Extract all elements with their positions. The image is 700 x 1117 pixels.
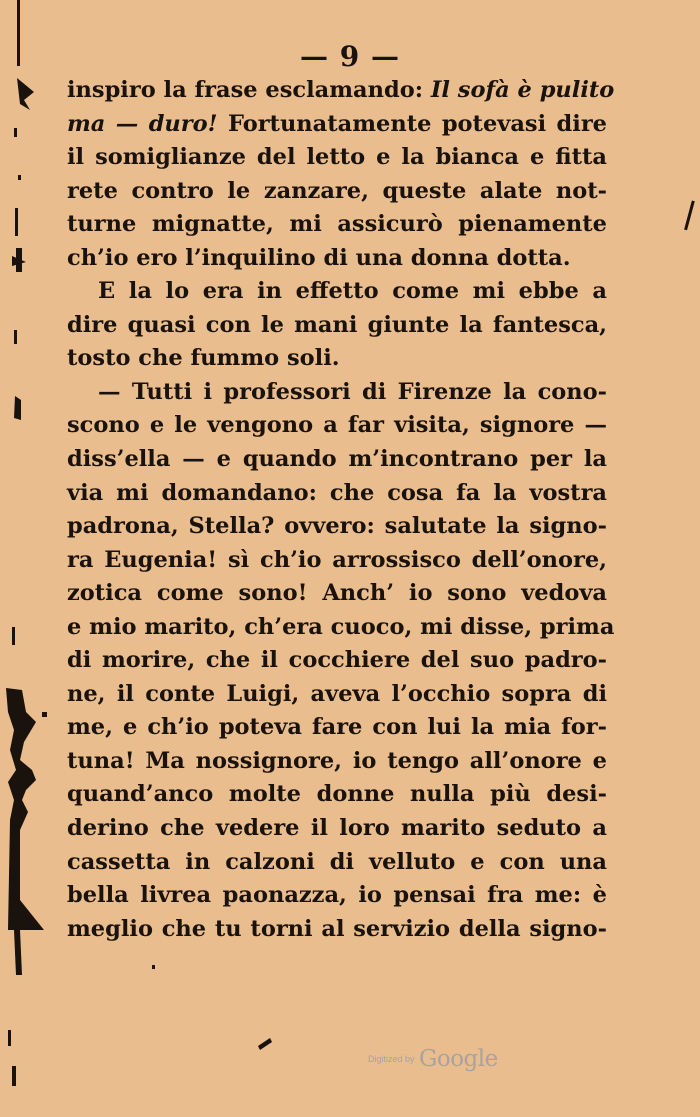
text-line-11: scono e le vengono a far visita, signore —: [67, 412, 607, 439]
text-line-7: E la lo era in effetto come mi ebbe a: [98, 278, 607, 305]
text-line-3: il somiglianze del letto e la bianca e fitta: [67, 144, 607, 171]
speck-10: [8, 1030, 11, 1046]
binding-shadow: [6, 688, 44, 975]
text-line-25: bella livrea paonazza, io pensai fra me: è: [67, 882, 607, 909]
text-line-18: di morire, che il cocchiere del suo padro-: [67, 647, 607, 674]
text-line-26: meglio che tu torni al servizio della signo-: [67, 915, 607, 942]
text-line-8: dire quasi con le mani giunte la fantesca,: [67, 311, 607, 338]
speck-8: [12, 627, 15, 645]
text-line-1: inspiro la frase esclamando: Il sofà è pulito: [67, 77, 615, 103]
google-watermark: [368, 1046, 498, 1072]
text-line-24: cassetta in calzoni di velluto e con una: [67, 848, 607, 875]
text-line-17: e mio marito, ch’era cuoco, mi disse, prima: [67, 613, 615, 640]
text-line-13: via mi domandano: che cosa fa la vostra: [67, 479, 607, 506]
text-line-20: me, e ch’io poteva fare con lui la mia for-: [67, 714, 607, 741]
text-line-2: ma — duro! Fortunatamente potevasi dire: [67, 110, 607, 137]
google-logo: Google: [418, 1046, 498, 1072]
text-line-5: turne mignatte, mi assicurò pienamente: [67, 211, 607, 238]
speck-bottom: [258, 1038, 272, 1050]
speck-3: [18, 175, 21, 180]
speck-5: [12, 248, 26, 272]
text-line-19: ne, il conte Luigi, aveva l’occhio sopra di: [67, 680, 607, 707]
text-line-6: ch’io ero l’inquilino di una donna dotta.: [67, 244, 571, 271]
text-line-10: — Tutti i professori di Firenze la cono-: [98, 378, 607, 405]
page-number: — 9 —: [300, 40, 400, 73]
text-line-12: diss’ella — e quando m’incontrano per la: [67, 446, 607, 473]
text-line-14: padrona, Stella? ovvero: salutate la signo-: [67, 513, 607, 540]
text-line-16: zotica come sono! Anch’ io sono vedova: [67, 580, 607, 607]
speck-11: [12, 1066, 16, 1086]
speck-right: [684, 201, 695, 231]
text-line-4: rete contro le zanzare, queste alate not-: [67, 177, 607, 204]
text-line-22: quand’anco molte donne nulla più desi-: [67, 781, 607, 808]
speck-2: [14, 128, 17, 137]
speck-6: [14, 330, 17, 344]
text-line-23: derino che vedere il loro marito seduto a: [67, 815, 607, 842]
speck-1: [17, 78, 34, 110]
text-line-21: tuna! Ma nossignore, io tengo all’onore e: [67, 747, 607, 774]
body-text: [67, 74, 615, 946]
speck-dot: [152, 965, 155, 969]
speck-7: [14, 396, 21, 420]
watermark-prefix: Digitized by: [368, 1054, 415, 1064]
text-line-9: tosto che fummo soli.: [67, 345, 340, 372]
text-line-15: ra Eugenia! sì ch’io arrossisco dell’onore,: [67, 546, 607, 573]
speck-4: [15, 208, 18, 236]
speck-9: [42, 712, 47, 717]
